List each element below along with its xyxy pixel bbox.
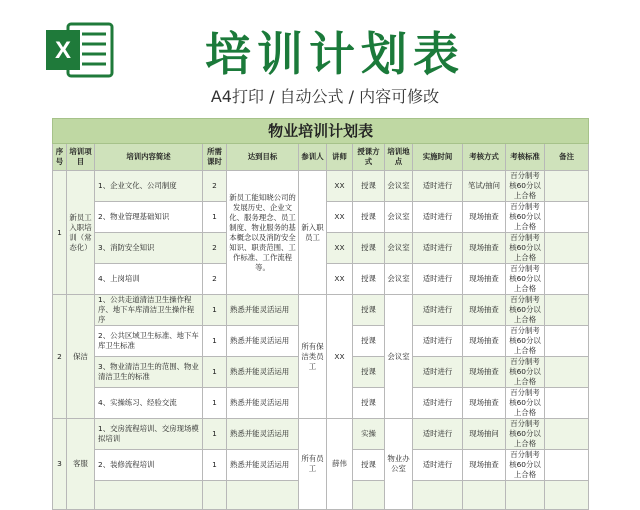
cell-project: 新员工入职培训（常态化）: [67, 171, 95, 295]
cell-location: 会议室: [385, 171, 413, 202]
cell-lecturer: XX: [327, 264, 353, 295]
cell-hours: 1: [203, 450, 227, 481]
cell-location: 会议室: [385, 233, 413, 264]
cell-time: 适时进行: [413, 357, 463, 388]
cell-hours: 1: [203, 326, 227, 357]
cell-method: 授课: [353, 264, 385, 295]
cell-content: 3、物业清洁卫生的范围、物业清洁卫生的标准: [95, 357, 203, 388]
cell-target: 熟悉并能灵活运用: [227, 295, 299, 326]
cell-time: 适时进行: [413, 264, 463, 295]
cell-remark: [545, 388, 589, 419]
cell-content: 1、公共走道清洁卫生操作程序、地下车库清洁卫生操作程序: [95, 295, 203, 326]
cell-hours: 2: [203, 264, 227, 295]
col-time: 实施时间: [413, 144, 463, 171]
cell-exam: 现场抽查: [463, 264, 506, 295]
col-hours: 所需课时: [203, 144, 227, 171]
cell-time: 适时进行: [413, 419, 463, 450]
table-row: [53, 295, 589, 326]
cell-hours: 2: [203, 233, 227, 264]
cell-standard: 百分制考核60分以上合格: [506, 233, 545, 264]
cell-hours: 1: [203, 357, 227, 388]
col-location: 培训地点: [385, 144, 413, 171]
cell-exam: 现场抽查: [463, 388, 506, 419]
cell-time: 适时进行: [413, 171, 463, 202]
page-header: [0, 0, 640, 118]
col-content: 培训内容简述: [95, 144, 203, 171]
cell-project: 保洁: [67, 295, 95, 419]
cell-method: 授课: [353, 388, 385, 419]
cell-standard: 百分制考核60分以上合格: [506, 295, 545, 326]
cell-method: 授课: [353, 357, 385, 388]
cell-content: 2、物业管理基础知识: [95, 202, 203, 233]
cell-exam: 笔试/抽问: [463, 171, 506, 202]
cell-content: 1、交房流程培训、交房现场模拟培训: [95, 419, 203, 450]
col-method: 授课方式: [353, 144, 385, 171]
cell-hours: [203, 481, 227, 510]
cell-standard: 百分制考核60分以上合格: [506, 264, 545, 295]
table-row: [53, 171, 589, 202]
cell-content: 2、公共区域卫生标准、地下车库卫生标准: [95, 326, 203, 357]
cell-time: 适时进行: [413, 388, 463, 419]
cell-standard: 百分制考核60分以上合格: [506, 419, 545, 450]
cell-location: 会议室: [385, 295, 413, 419]
cell-project: 客服: [67, 419, 95, 510]
cell-time: 适时进行: [413, 295, 463, 326]
cell-remark: [545, 450, 589, 481]
cell-method: 授课: [353, 295, 385, 326]
cell-remark: [545, 233, 589, 264]
cell-standard: 百分制考核60分以上合格: [506, 326, 545, 357]
cell-remark: [545, 419, 589, 450]
cell-trainee: 新入职员工: [299, 171, 327, 295]
cell-standard: 百分制考核60分以上合格: [506, 450, 545, 481]
cell-remark: [545, 264, 589, 295]
cell-no: 3: [53, 419, 67, 510]
cell-method: 授课: [353, 326, 385, 357]
cell-target: 熟悉并能灵活运用: [227, 419, 299, 450]
cell-target: 熟悉并能灵活运用: [227, 357, 299, 388]
cell-content: 2、装修流程培训: [95, 450, 203, 481]
cell-target: 熟悉并能灵活运用: [227, 326, 299, 357]
cell-method: 授课: [353, 450, 385, 481]
excel-icon: [42, 20, 116, 80]
cell-exam: 现场抽查: [463, 357, 506, 388]
cell-exam: 现场抽查: [463, 326, 506, 357]
col-lecturer: 讲师: [327, 144, 353, 171]
table-row: [53, 419, 589, 450]
cell-content: [95, 481, 203, 510]
page-subtitle: A4打印 / 自动公式 / 内容可修改: [210, 87, 440, 106]
cell-method: 实操: [353, 419, 385, 450]
cell-time: 适时进行: [413, 450, 463, 481]
cell-content: 4、上岗培训: [95, 264, 203, 295]
cell-method: 授课: [353, 233, 385, 264]
cell-standard: 百分制考核60分以上合格: [506, 388, 545, 419]
page-title: 培训计划表: [205, 27, 465, 81]
cell-time: 适时进行: [413, 202, 463, 233]
cell-location: 物业办公室: [385, 419, 413, 510]
cell-content: 4、实操练习、经验交流: [95, 388, 203, 419]
cell-remark: [545, 171, 589, 202]
col-remark: 备注: [545, 144, 589, 171]
cell-remark: [545, 481, 589, 510]
cell-exam: 现场抽查: [463, 450, 506, 481]
training-plan-table: [52, 118, 589, 510]
cell-target: 新员工能知晓公司的发展历史、企业文化、服务理念、员工制度、物业服务的基本概念以及消防安全知识、职责范围、工作标准、工作流程等。: [227, 171, 299, 295]
col-no: 序号: [53, 144, 67, 171]
cell-target: 熟悉并能灵活运用: [227, 450, 299, 481]
cell-remark: [545, 202, 589, 233]
cell-lecturer: XX: [327, 171, 353, 202]
cell-lecturer: XX: [327, 295, 353, 419]
cell-hours: 1: [203, 419, 227, 450]
cell-location: 会议室: [385, 202, 413, 233]
table-title: 物业培训计划表: [53, 119, 589, 144]
cell-content: 3、消防安全知识: [95, 233, 203, 264]
cell-lecturer: 薛伟: [327, 419, 353, 510]
cell-lecturer: XX: [327, 233, 353, 264]
cell-target: [227, 481, 299, 510]
cell-time: 适时进行: [413, 233, 463, 264]
cell-no: 1: [53, 171, 67, 295]
cell-location: 会议室: [385, 264, 413, 295]
cell-hours: 1: [203, 388, 227, 419]
cell-method: 授课: [353, 202, 385, 233]
cell-exam: 现场抽查: [463, 295, 506, 326]
cell-remark: [545, 295, 589, 326]
col-exam: 考核方式: [463, 144, 506, 171]
cell-standard: 百分制考核60分以上合格: [506, 202, 545, 233]
cell-no: 2: [53, 295, 67, 419]
cell-hours: 2: [203, 171, 227, 202]
cell-target: 熟悉并能灵活运用: [227, 388, 299, 419]
cell-exam: 现场抽问: [463, 419, 506, 450]
cell-exam: 现场抽查: [463, 202, 506, 233]
svg-text:X: X: [54, 37, 72, 64]
cell-method: 授课: [353, 171, 385, 202]
cell-standard: [506, 481, 545, 510]
spreadsheet: [52, 118, 588, 500]
cell-time: 适时进行: [413, 326, 463, 357]
cell-content: 1、企业文化、公司制度: [95, 171, 203, 202]
cell-hours: 1: [203, 295, 227, 326]
cell-exam: [463, 481, 506, 510]
cell-hours: 1: [203, 202, 227, 233]
cell-time: [413, 481, 463, 510]
cell-lecturer: XX: [327, 202, 353, 233]
col-standard: 考核标准: [506, 144, 545, 171]
cell-exam: 现场抽查: [463, 233, 506, 264]
cell-trainee: 所有员工: [299, 419, 327, 510]
cell-standard: 百分制考核60分以上合格: [506, 171, 545, 202]
cell-remark: [545, 357, 589, 388]
cell-standard: 百分制考核60分以上合格: [506, 357, 545, 388]
table-header-row: [53, 144, 589, 171]
cell-method: [353, 481, 385, 510]
col-trainee: 参训人: [299, 144, 327, 171]
col-target: 达到目标: [227, 144, 299, 171]
cell-remark: [545, 326, 589, 357]
cell-trainee: 所有保洁类员工: [299, 295, 327, 419]
col-project: 培训项目: [67, 144, 95, 171]
